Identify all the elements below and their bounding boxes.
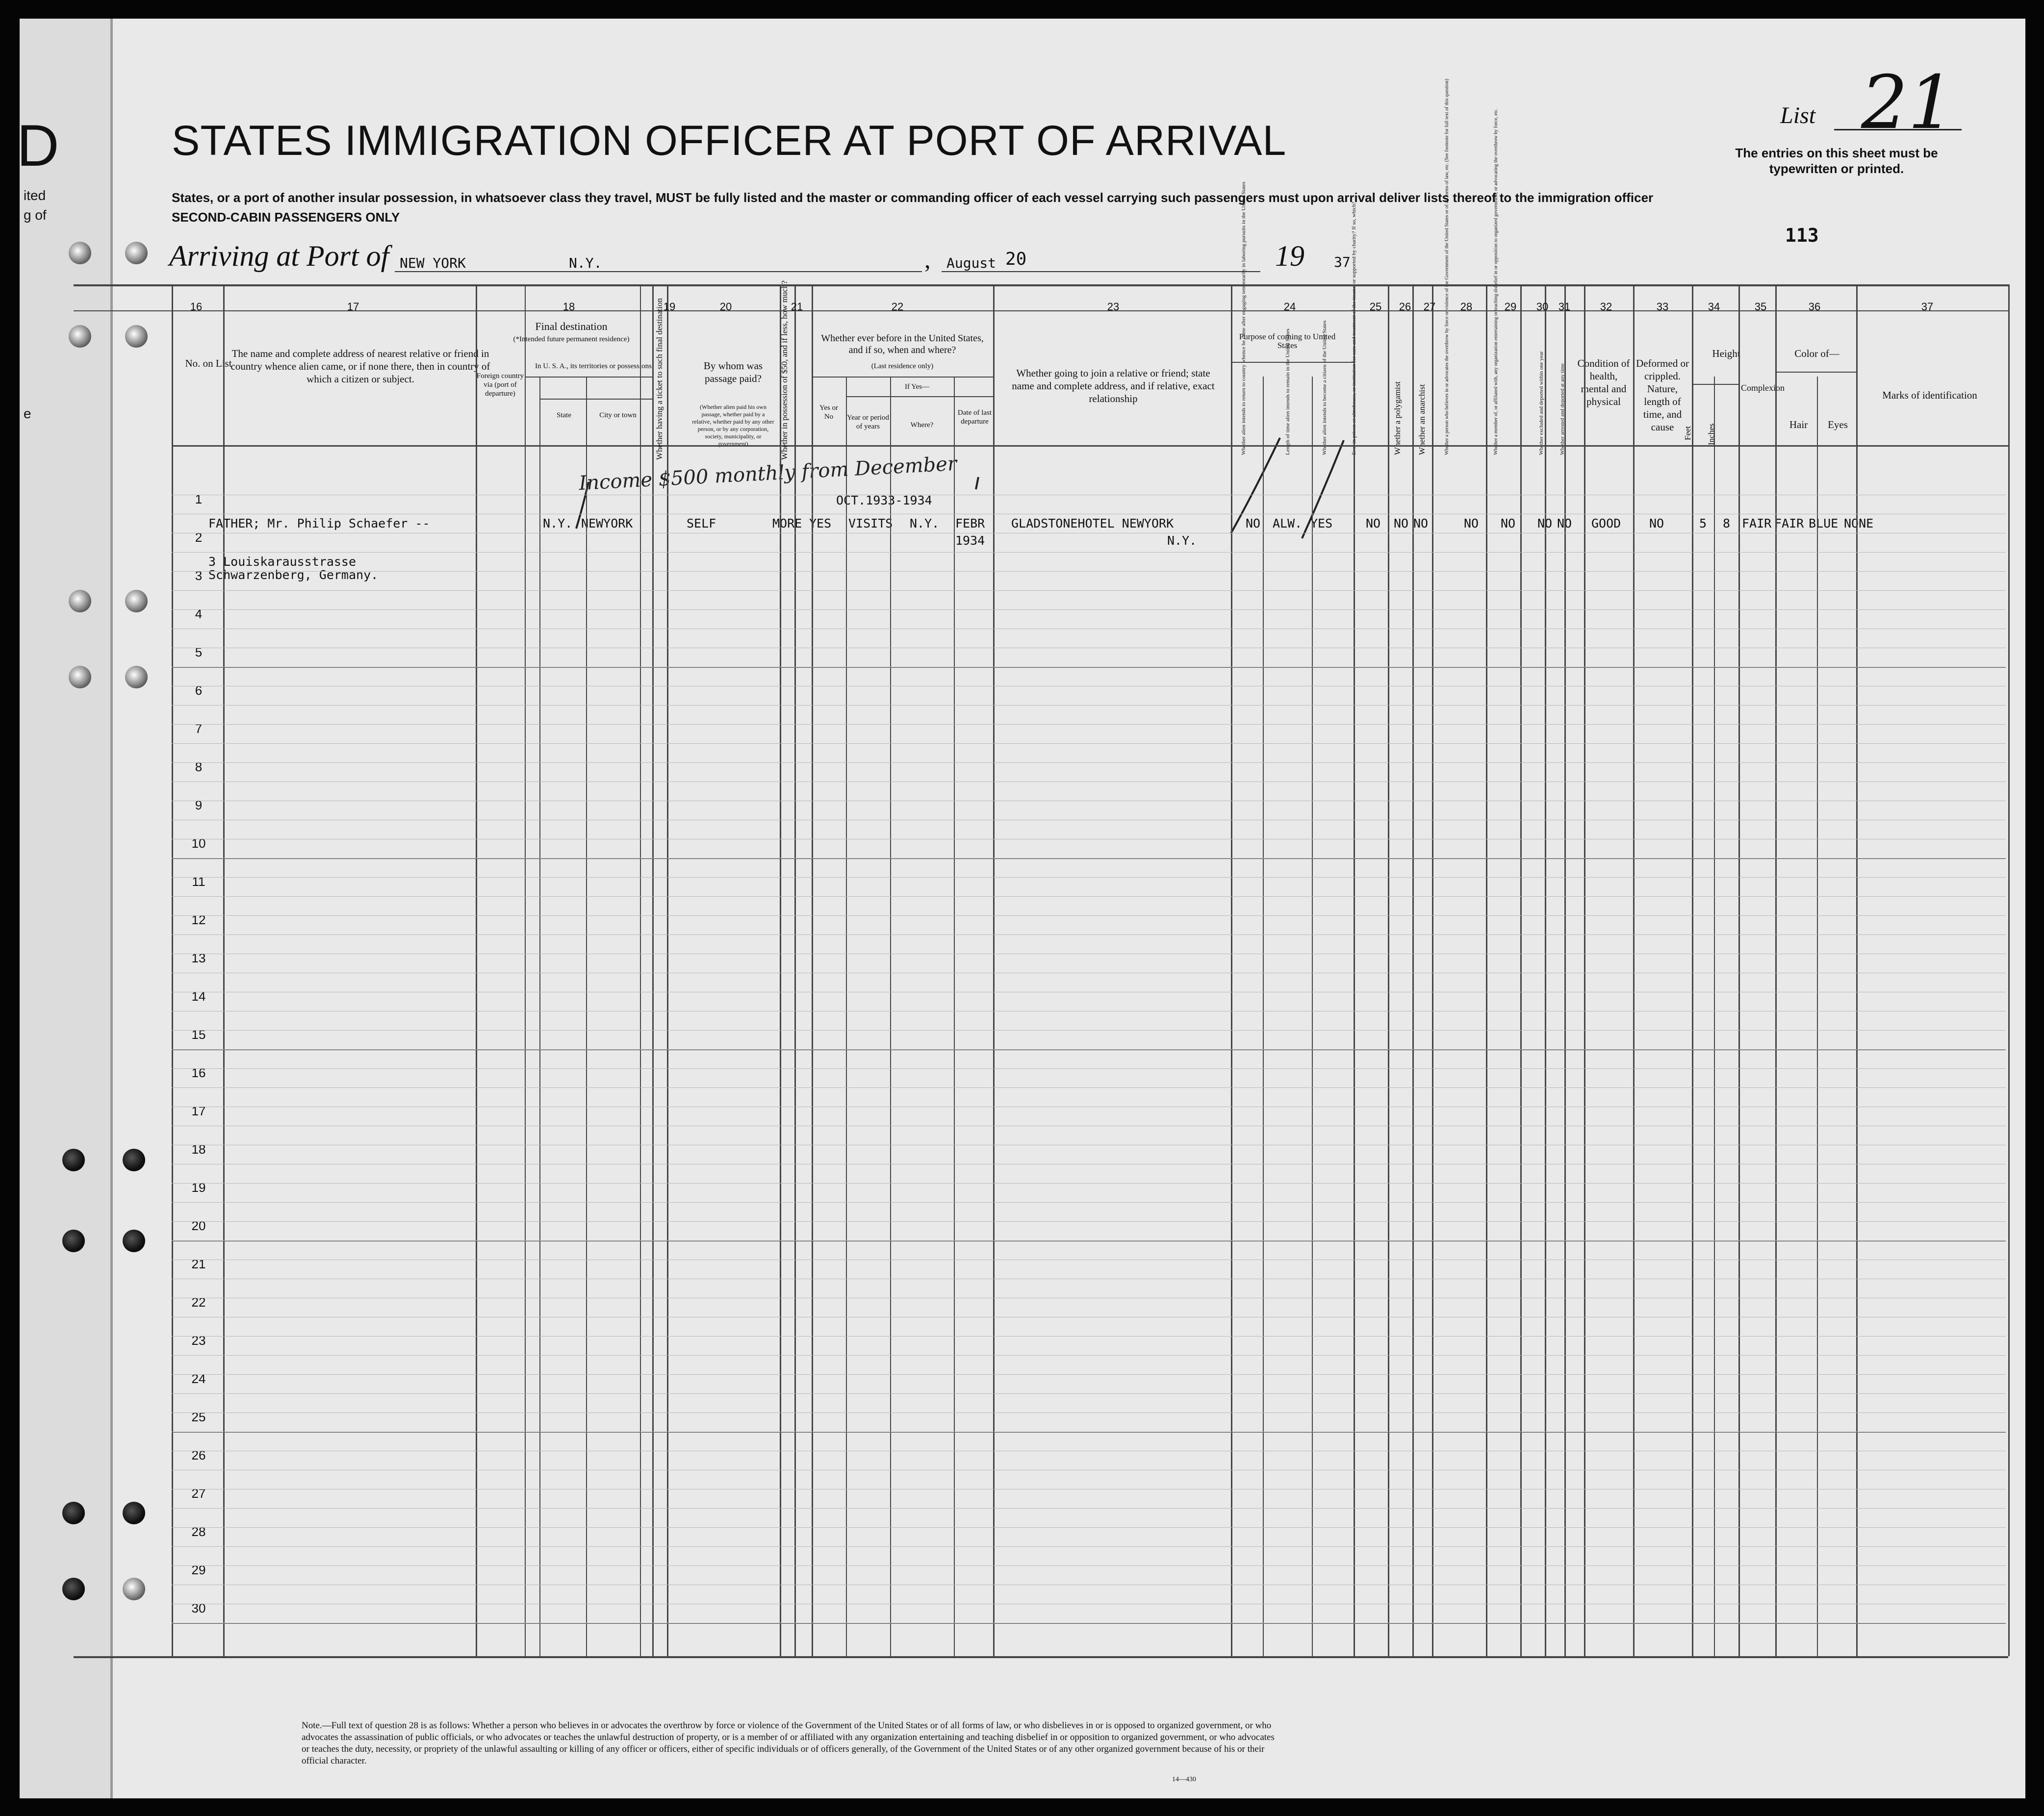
col-22-last-departure: Date of last departure [957,409,992,426]
row-subline [172,590,2006,591]
passenger-class: SECOND-CABIN PASSENGERS ONLY [172,210,400,225]
arrival-month: August [946,255,996,271]
identification-marks: NONE [1844,516,1874,530]
arrival-day: 20 [1005,249,1027,269]
row-subline [172,1049,2006,1050]
col-34-inches: Inches [1707,423,1716,445]
row-number: 4 [195,606,203,621]
health-condition: GOOD [1591,516,1621,530]
col-22-period: Year or period of years [847,414,889,430]
row-number: 3 [195,568,203,583]
hair-color: FAIR [1774,516,1804,530]
row-number: 14 [191,989,206,1004]
column-number: 33 [1656,301,1669,313]
period-purpose: VISITS [848,516,893,530]
row-subline [172,571,2006,572]
row-number: 20 [191,1218,206,1233]
row-subline [172,1336,2006,1337]
col-22-subdivider [846,396,993,397]
joining-city: N.Y. [1167,533,1197,548]
row-number: 25 [191,1410,206,1424]
col-18-header: Final destination [535,320,608,332]
col-36-eyes: Eyes [1828,419,1848,430]
column-number: 30 [1536,301,1549,313]
col-22-yes-no: Yes or No [819,404,839,421]
footnote: Note.—Full text of question 28 is as follows: Whether a person who believes in or advocates the overthrow by force or violence of the Government of the United States or of all forms of law, or who disbelieves in or is opposed to organized government, or who advocates the assassination of public officials, or who advocates or teaches the unlawful destruction of property, or is a member of or affiliated with any organization entertaining and teaching disbelief in or opposition to organized government, or who advocates or teaches the duty, necessity, or propriety of the unlawful assaulting or killing of any officer or officers, either of specific individuals or of officers generally, of the Government of the United States or of any other organized government because of his or their official character. [302,1720,1275,1766]
return-to-country: NO [1246,516,1261,530]
destination-city: NEWYORK [581,516,633,530]
row-subline [172,1030,2006,1031]
column-number: 19 [663,301,676,313]
col-26-header: Whether a polygamist [1393,381,1402,455]
column-number: 24 [1283,301,1296,313]
col-31-header: Whether arrested and deported at any time [1559,363,1565,455]
complexion: FAIR [1742,516,1772,530]
sheet-number: 113 [1785,225,1819,246]
previous-residence: N.Y. [910,516,940,530]
row-number: 10 [191,836,206,851]
column-divider [1312,377,1313,1656]
row-number: 26 [191,1448,206,1463]
row-subline [172,743,2006,744]
column-number: 25 [1369,301,1382,313]
arriving-label: Arriving at Port of [169,240,389,272]
col-24-subdivider [1231,362,1354,363]
row-subline [172,896,2006,897]
deformed: NO [1649,516,1664,530]
row-subline [172,1412,2006,1413]
row-subline [172,1068,2006,1069]
col-36-header: Color of— [1794,348,1840,359]
column-number: 21 [791,301,803,313]
col-17-header: The name and complete address of nearest relative or friend in country whence alien came, or if none there, then in country of which a citizen or subject. [230,348,490,385]
question-28: NO [1464,516,1479,530]
row-number: 24 [191,1371,206,1386]
col-24-header: Purpose of coming to United States [1239,332,1336,350]
question-29: NO [1501,516,1516,530]
column-divider [539,377,540,1656]
handwritten-income-note: Income $500 monthly from December [578,452,958,495]
row-number: 18 [191,1142,206,1157]
previous-page-letter: D [17,113,59,178]
form-title: STATES IMMIGRATION OFFICER AT PORT OF ARRIVAL [172,117,1287,164]
column-number: 18 [562,301,575,313]
arrival-year: 37 [1334,254,1351,270]
row-number: 13 [191,951,206,965]
joining-address: GLADSTONEHOTEL NEWYORK [1011,516,1174,530]
col-24-citizen: Whether alien intends to become a citizen of the United States [1322,320,1328,455]
col-36-hair: Hair [1789,419,1808,430]
row-subline [172,1202,2006,1203]
col-23-header: Whether going to join a relative or friend; state name and complete address, and if relative, exact relationship [1012,367,1215,404]
row-subline [172,1355,2006,1356]
relative-name: FATHER; Mr. Philip Schaefer -- [208,516,430,530]
column-number: 34 [1708,301,1720,313]
arrival-port: NEW YORK [400,255,466,271]
row-number: 28 [191,1524,206,1539]
row-number: 5 [195,645,203,659]
col-35-header: Complexion [1741,383,1785,393]
column-number: 29 [1504,301,1517,313]
row-subline [172,1527,2006,1528]
row-number: 30 [191,1601,206,1615]
arrival-state: N.Y. [569,255,602,271]
col-34-subdivider [1692,384,1738,385]
list-number: 21 [1861,60,1955,146]
length-of-stay: ALW. [1273,516,1303,530]
column-divider [890,377,891,1656]
arrival-separator: , [924,246,931,273]
column-number: 16 [190,301,203,313]
ever-before-in-us: YES [809,516,832,530]
height-feet: 5 [1699,516,1707,530]
previous-page-fragment: g of [24,207,47,223]
row-subline [172,934,2006,935]
col-33-header: Deformed or crippled. Nature, length of time, and cause [1636,357,1689,433]
row-subline [172,724,2006,725]
row-subline [172,877,2006,878]
row-number: 9 [195,798,203,812]
row-subline [172,609,2006,610]
col-32-header: Condition of health, mental and physical [1577,357,1630,407]
col-25-header: Ever in prison or almshouse, or institution for care and treatment of the insane, or supported by charity? If so, which? [1351,202,1357,455]
column-number: 35 [1754,301,1767,313]
row-subline [172,705,2006,706]
row-number: 29 [191,1563,206,1577]
manifest-page [17,19,2025,1798]
row-subline [172,1087,2006,1088]
last-departure-year: 1934 [955,533,985,548]
row-subline [172,1221,2006,1222]
column-number: 32 [1600,301,1612,313]
col-34-header: Height [1712,348,1740,359]
row-number: 19 [191,1180,206,1195]
row-number: 11 [192,874,205,889]
column-divider [1714,377,1715,1656]
passage-paid-by: SELF [687,516,716,530]
col-27-header: Whether an anarchist [1417,384,1427,455]
column-divider [846,377,847,1656]
excluded-deported: NO [1537,516,1553,530]
column-divider [2008,284,2010,1656]
column-number: 20 [719,301,732,313]
row-subline [172,1183,2006,1184]
col-22-where: Where? [910,421,934,429]
row-number: 1 [195,492,203,506]
column-divider [586,377,587,1656]
row-subline [172,1240,2006,1241]
col-34-feet: Feet [1683,426,1692,440]
col-24-return: Whether alien intends to return to country whence he came after engaging temporarily in laboring pursuits in the United States [1241,181,1247,455]
relative-city: Schwarzenberg, Germany. [208,568,379,582]
col-36-subdivider [1775,372,1856,373]
money-in-possession: MORE [772,516,802,530]
anarchist: NO [1413,516,1429,530]
row-subline [172,915,2006,916]
column-number: 28 [1460,301,1473,313]
row-subline [172,1393,2006,1394]
height-inches: 8 [1723,516,1731,530]
col-29-header: Whether a member of, or affiliated with, any organization entertaining or teaching disbelief in or opposition to organized government, or advocating the overthrow by force, etc. [1493,108,1499,455]
arrival-year-prefix: 19 [1275,240,1304,272]
row-number: 23 [191,1333,206,1348]
destination-state: N.Y. [543,516,573,530]
col-37-header: Marks of identification [1882,389,1977,401]
row-number: 21 [191,1257,206,1271]
column-number: 37 [1921,301,1934,313]
row-subline [172,552,2006,553]
row-number: 22 [191,1295,206,1310]
col-18-foreign-country: Foreign country via (port of departure) [476,372,524,398]
row-number: 27 [191,1486,206,1501]
col-22-header: Whether ever before in the United States, and if so, when and where? [821,333,984,355]
row-number: 12 [191,912,206,927]
row-subline [172,1374,2006,1375]
col-22-subheader: (Last residence only) [871,362,934,370]
header-bottom-border [172,445,2008,447]
column-number: 22 [891,301,904,313]
column-number: 36 [1808,301,1821,313]
col-24-length: Length of time alien intends to remain in the United States [1285,328,1291,455]
row-number: 7 [195,721,203,736]
col-22-if-yes: If Yes— [904,383,929,391]
col-18-city: City or town [599,411,637,419]
column-number: 26 [1399,301,1411,313]
table-bottom-border [74,1656,2008,1658]
period-of-years: OCT.1933-1934 [836,493,932,507]
previous-page-fragment: e [24,406,31,421]
row-number: 17 [191,1104,206,1118]
col-30-header: Whether excluded and deported within one year [1538,351,1544,455]
row-subline [172,1565,2006,1566]
col-18-usa: In U. S. A., its territories or possessions [535,362,652,370]
col-20-header: By whom was passage paid? [703,360,763,384]
row-number: 16 [191,1065,206,1080]
row-number: 2 [195,530,203,545]
column-number: 23 [1107,301,1120,313]
row-number: 6 [195,683,203,698]
polygamist: NO [1394,516,1409,530]
column-divider [1263,377,1264,1656]
row-subline [172,1546,2006,1547]
ever-in-prison: NO [1366,516,1381,530]
col-21-header: Whether in possession of $50, and if less, how much? [780,280,789,460]
col-22-subdivider [812,377,993,378]
typewritten-notice: The entries on this sheet must be typewritten or printed. [1735,146,1938,176]
column-divider [954,377,955,1656]
row-number: 8 [195,759,203,774]
col-28-header: Whether a person who believes in or advocates the overthrow by force or violence of the Government of the United States or of all forms of law, etc. (See footnote for full text of this question) [1444,78,1450,455]
col-20-subheader: (Whether alien paid his own passage, whether paid by a relative, whether paid by any other person, or by any corporation, society, municipality, or government) [692,404,774,447]
arrested-deported: NO [1557,516,1572,530]
form-number: 14—430 [1172,1776,1196,1783]
col-19-header: Whether having a ticket to such final destination [655,298,664,460]
col-18-subdivider [525,377,652,378]
table-top-border [74,284,2008,286]
col-18-subheader: (*Intended future permanent residence) [513,335,630,343]
row-subline [172,762,2006,763]
list-label: List [1780,102,1816,128]
row-subline [172,1508,2006,1509]
become-citizen: YES [1310,516,1333,530]
column-number: 27 [1423,301,1436,313]
col-18-state: State [557,411,571,419]
last-departure-month: FEBR [955,516,985,530]
column-number: 17 [347,301,359,313]
relative-address: 3 Louiskarausstrasse [208,555,357,569]
row-number: 15 [191,1027,206,1042]
instructions-text: States, or a port of another insular possession, in whatsoever class they travel, MUST be fully listed and the master or commanding officer of each vessel carrying such passengers must upon arrival deliver lists thereof to the immigration officer [172,190,1654,205]
previous-page-fragment: ited [24,188,46,203]
col-16-header: No. on List [185,357,232,369]
col-18-subdivider [539,399,652,400]
eye-color: BLUE [1809,516,1839,530]
column-divider [1817,377,1818,1656]
column-number: 31 [1558,301,1571,313]
